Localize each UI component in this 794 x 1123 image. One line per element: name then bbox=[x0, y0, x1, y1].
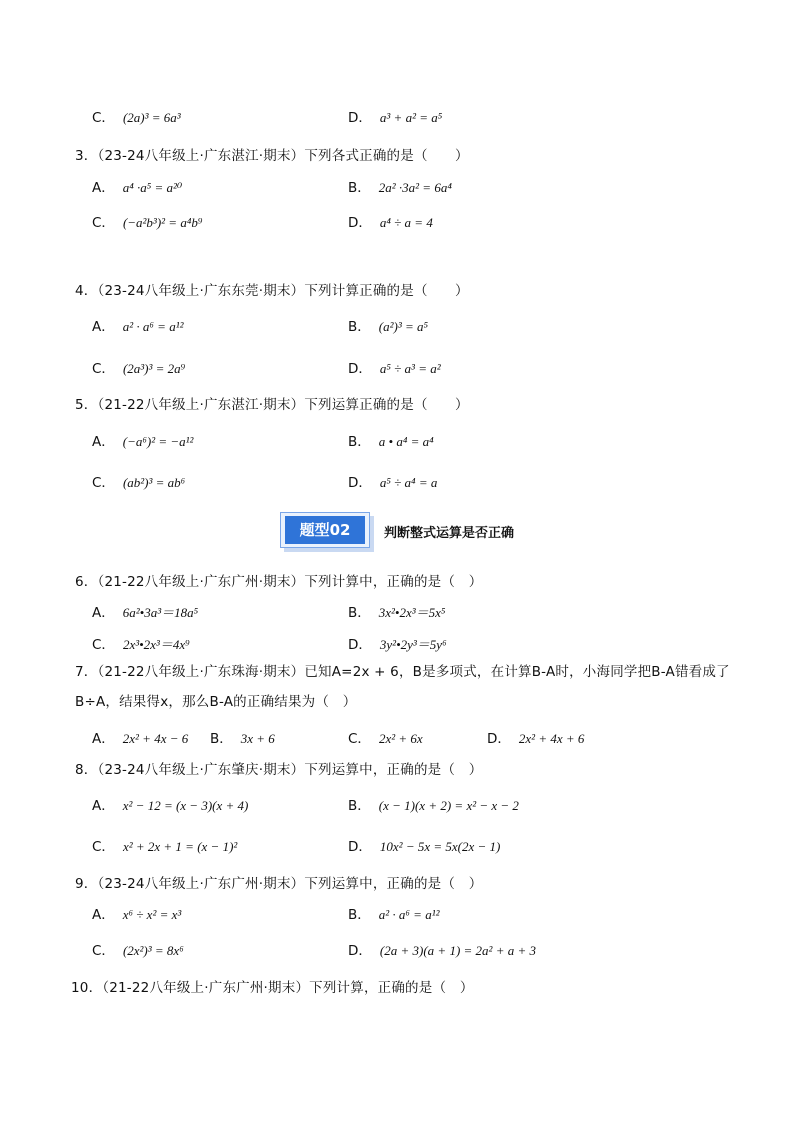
q8-stem: 8．（23-24八年级上·广东肇庆·期末）下列运算中，正确的是（ ） bbox=[75, 762, 483, 778]
q4-option-a: A． a² · a⁶ = a¹² bbox=[92, 319, 184, 335]
q3-option-c: C． (−a²b³)² = a⁴b⁹ bbox=[92, 215, 203, 231]
q3-option-a: A． a⁴ ·a⁵ = a²⁰ bbox=[92, 180, 183, 196]
q3-stem: 3．（23-24八年级上·广东湛江·期末）下列各式正确的是（ ） bbox=[75, 148, 469, 164]
q9-option-c: C． (2x²)³ = 8x⁶ bbox=[92, 943, 184, 959]
q9-option-b: B． a² · a⁶ = a¹² bbox=[348, 907, 440, 923]
q5-option-d: D． a⁵ ÷ a⁴ = a bbox=[348, 475, 438, 491]
q3-option-b: B． 2a² ·3a² = 6a⁴ bbox=[348, 180, 452, 196]
q7-option-d: D． 2x² + 4x + 6 bbox=[487, 731, 585, 747]
q8-option-a: A． x² − 12 = (x − 3)(x + 4) bbox=[92, 798, 249, 814]
q5-option-c: C． (ab²)³ = ab⁶ bbox=[92, 475, 186, 491]
q7-stem: 7．（21-22八年级上·广东珠海·期末）已知A=2x + 6，B是多项式，在计算B-A时，小海同学把B-A错看成了B÷A，结果得x，那么B-A的正确结果为（ ） bbox=[75, 664, 730, 710]
q8-option-b: B． (x − 1)(x + 2) = x² − x − 2 bbox=[348, 798, 519, 814]
q5-option-a: A． (−a⁶)² = −a¹² bbox=[92, 434, 194, 450]
q6-option-b: B． 3x²•2x³＝5x⁵ bbox=[348, 605, 446, 621]
q6-option-c: C． 2x³•2x³＝4x⁹ bbox=[92, 637, 190, 653]
q3-option-d: D． a⁴ ÷ a = 4 bbox=[348, 215, 433, 231]
q9-option-d: D． (2a + 3)(a + 1) = 2a² + a + 3 bbox=[348, 943, 536, 959]
q2-option-c: C． (2a)³ = 6a³ bbox=[92, 110, 181, 126]
q4-stem: 4．（23-24八年级上·广东东莞·期末）下列计算正确的是（ ） bbox=[75, 283, 469, 299]
q4-option-b: B． (a²)³ = a⁵ bbox=[348, 319, 429, 335]
q6-option-d: D． 3y²•2y³＝5y⁶ bbox=[348, 637, 447, 653]
q6-option-a: A． 6a²•3a³＝18a⁵ bbox=[92, 605, 199, 621]
section-badge-label: 题型02 bbox=[285, 516, 365, 544]
q8-option-c: C． x² + 2x + 1 = (x − 1)² bbox=[92, 839, 238, 855]
q2-option-d: D． a³ + a² = a⁵ bbox=[348, 110, 443, 126]
q9-option-a: A． x⁶ ÷ x² = x³ bbox=[92, 907, 182, 923]
q6-stem: 6．（21-22八年级上·广东广州·期末）下列计算中，正确的是（ ） bbox=[75, 574, 483, 590]
q5-option-b: B． a • a⁴ = a⁴ bbox=[348, 434, 434, 450]
q4-option-c: C． (2a³)³ = 2a⁹ bbox=[92, 361, 186, 377]
q7-option-a: A． 2x² + 4x − 6 bbox=[92, 731, 189, 747]
q8-option-d: D． 10x² − 5x = 5x(2x − 1) bbox=[348, 839, 501, 855]
section-title: 判断整式运算是否正确 bbox=[384, 526, 515, 541]
q4-option-d: D． a⁵ ÷ a³ = a² bbox=[348, 361, 441, 377]
q7-option-b: B． 3x + 6 bbox=[210, 731, 275, 747]
q5-stem: 5．（21-22八年级上·广东湛江·期末）下列运算正确的是（ ） bbox=[75, 397, 469, 413]
q7-option-c: C． 2x² + 6x bbox=[348, 731, 423, 747]
q10-stem: 10．（21-22八年级上·广东广州·期末）下列计算，正确的是（ ） bbox=[71, 980, 474, 996]
q9-stem: 9．（23-24八年级上·广东广州·期末）下列运算中，正确的是（ ） bbox=[75, 876, 483, 892]
section-badge bbox=[280, 512, 372, 550]
